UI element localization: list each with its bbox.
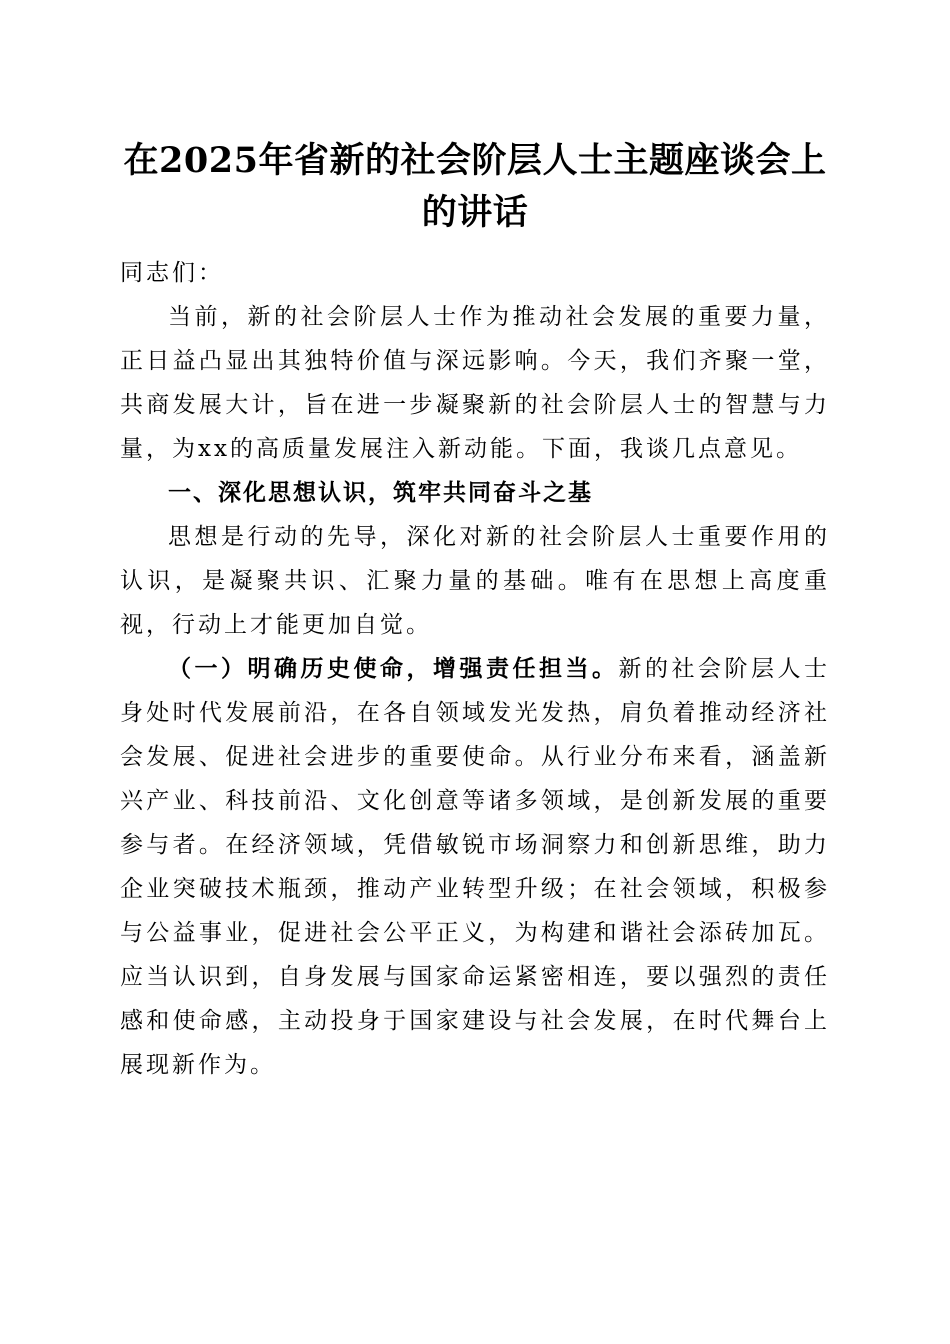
document-title xyxy=(100,135,850,239)
subsection-1-text: 新的社会阶层人士身处时代发展前沿，在各自领域发光发热，肩负着推动经济社会发展、促进社会进步的重要使命。从行业分布来看，涵盖新兴产业、科技前沿、文化创意等诸多领域，是创新发展的重要参与者。在经济领域，凭借敏锐市场洞察力和创新思维，助力企业突破技术瓶颈，推动产业转型升级；在社会领域，积极参与公益事业，促进社会公平正义，为构建和谐社会添砖加瓦。应当认识到，自身发展与国家命运紧密相连，要以强烈的责任感和使命感，主动投身于国家建设与社会发展，在时代舞台上展现新作为。 xyxy=(120,656,830,1078)
title-line-1: 在2025年省新的社会阶层人士主题座谈会上 xyxy=(123,140,827,181)
salutation: 同志们： xyxy=(120,260,224,286)
intro-paragraph: 当前，新的社会阶层人士作为推动社会发展的重要力量，正日益凸显出其独特价值与深远影响。今天，我们齐聚一堂，共商发展大计，旨在进一步凝聚新的社会阶层人士的智慧与力量，为xx的高质量发展注入新动能。下面，我谈几点意见。 xyxy=(120,304,830,462)
section-1-heading: 一、深化思想认识，筑牢共同奋斗之基 xyxy=(168,480,593,506)
document-body xyxy=(120,251,830,1087)
subsection-1-lead: （一）明确历史使命，增强责任担当。 xyxy=(168,655,619,682)
section-1-paragraph: 思想是行动的先导，深化对新的社会阶层人士重要作用的认识，是凝聚共识、汇聚力量的基础。唯有在思想上高度重视，行动上才能更加自觉。 xyxy=(120,524,830,638)
subsection-1-paragraph xyxy=(120,647,830,1087)
title-line-2: 的讲话 xyxy=(421,192,529,233)
